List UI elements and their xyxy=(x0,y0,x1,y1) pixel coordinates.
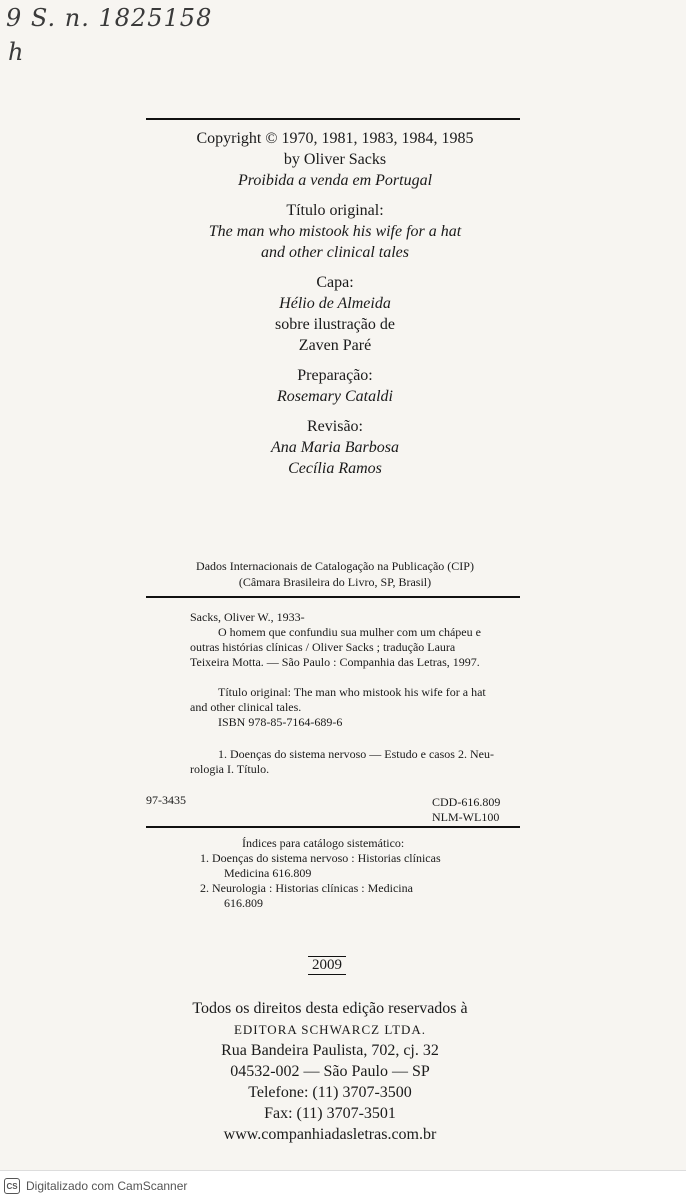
scanner-footer-text: Digitalizado com CamScanner xyxy=(26,1179,188,1193)
cip-isbn: ISBN 978-85-7164-689-6 xyxy=(218,715,343,729)
cip-header-line-2: (Câmara Brasileira do Livro, SP, Brasil) xyxy=(238,575,432,589)
sale-restriction: Proibida a venda em Portugal xyxy=(237,172,433,189)
cip-subjects-1: 1. Doenças do sistema nervoso — Estudo e casos 2. Neu- xyxy=(218,747,494,761)
handwritten-catalog-note: 9 S. n. 1825158 xyxy=(6,4,213,32)
scanner-footer xyxy=(0,1170,686,1201)
cip-header-line-1: Dados Internacionais de Catalogação na Publicação (CIP) xyxy=(196,559,474,573)
original-title-line-1: The man who mistook his wife for a hat xyxy=(208,223,462,240)
cip-nlm: NLM-WL100 xyxy=(432,810,500,824)
publisher-name: EDITORA SCHWARCZ LTDA. xyxy=(233,1022,427,1037)
cip-top-rule xyxy=(146,596,520,598)
cip-record xyxy=(190,610,518,777)
credits-block xyxy=(150,128,520,479)
index-item-1-a: 1. Doenças do sistema nervoso : Historias clínicas xyxy=(200,851,441,865)
cip-header xyxy=(150,558,520,590)
cover-label: Capa: xyxy=(316,274,354,291)
cip-original-1: Título original: The man who mistook his wife for a hat xyxy=(218,685,486,699)
author-line: by Oliver Sacks xyxy=(283,151,387,168)
publisher-address: Rua Bandeira Paulista, 702, cj. 32 xyxy=(221,1042,439,1059)
index-title: Índices para catálogo sistemático: xyxy=(242,836,405,850)
rights-statement: Todos os direitos desta edição reservados à xyxy=(192,1000,468,1017)
camscanner-logo-icon: CS xyxy=(4,1178,20,1194)
original-title-label: Título original: xyxy=(286,202,384,219)
cip-subjects-2: rologia I. Título. xyxy=(190,762,270,776)
original-title-line-2: and other clinical tales xyxy=(261,244,409,261)
publisher-phone: Telefone: (11) 3707-3500 xyxy=(248,1084,412,1101)
cip-description-2: outras histórias clínicas / Oliver Sacks ; tradução Laura xyxy=(190,640,456,654)
cip-author: Sacks, Oliver W., 1933- xyxy=(190,610,305,624)
top-rule xyxy=(146,118,520,120)
publisher-city: 04532-002 — São Paulo — SP xyxy=(230,1063,430,1080)
publisher-fax: Fax: (11) 3707-3501 xyxy=(264,1105,396,1122)
review-name-2: Cecília Ramos xyxy=(288,460,382,477)
review-name-1: Ana Maria Barbosa xyxy=(271,439,399,456)
publisher-website: www.companhiadasletras.com.br xyxy=(223,1126,437,1143)
cover-note: sobre ilustração de xyxy=(275,316,395,333)
handwritten-initial: h xyxy=(8,38,25,66)
copyright-line: Copyright © 1970, 1981, 1983, 1984, 1985 xyxy=(196,130,474,147)
index-item-2-b: 616.809 xyxy=(224,896,263,910)
cover-artist: Hélio de Almeida xyxy=(279,295,391,312)
rights-block xyxy=(170,998,490,1145)
cip-original-2: and other clinical tales. xyxy=(190,700,302,714)
cover-illustrator: Zaven Paré xyxy=(298,337,372,354)
edition-year: 2009 xyxy=(308,956,346,975)
preparation-name: Rosemary Cataldi xyxy=(277,388,393,405)
cip-number: 97-3435 xyxy=(146,793,186,807)
index-item-1-b: Medicina 616.809 xyxy=(224,866,312,880)
preparation-label: Preparação: xyxy=(297,367,373,384)
cip-description-1: O homem que confundiu sua mulher com um chápeu e xyxy=(218,625,481,639)
review-label: Revisão: xyxy=(307,418,363,435)
index-item-2-a: 2. Neurologia : Historias clínicas : Medicina xyxy=(200,881,413,895)
cip-cdd: CDD-616.809 xyxy=(432,795,501,809)
systematic-index xyxy=(200,836,500,911)
cip-bottom-rule xyxy=(146,826,520,828)
cip-description-3: Teixeira Motta. — São Paulo : Companhia das Letras, 1997. xyxy=(190,655,480,669)
